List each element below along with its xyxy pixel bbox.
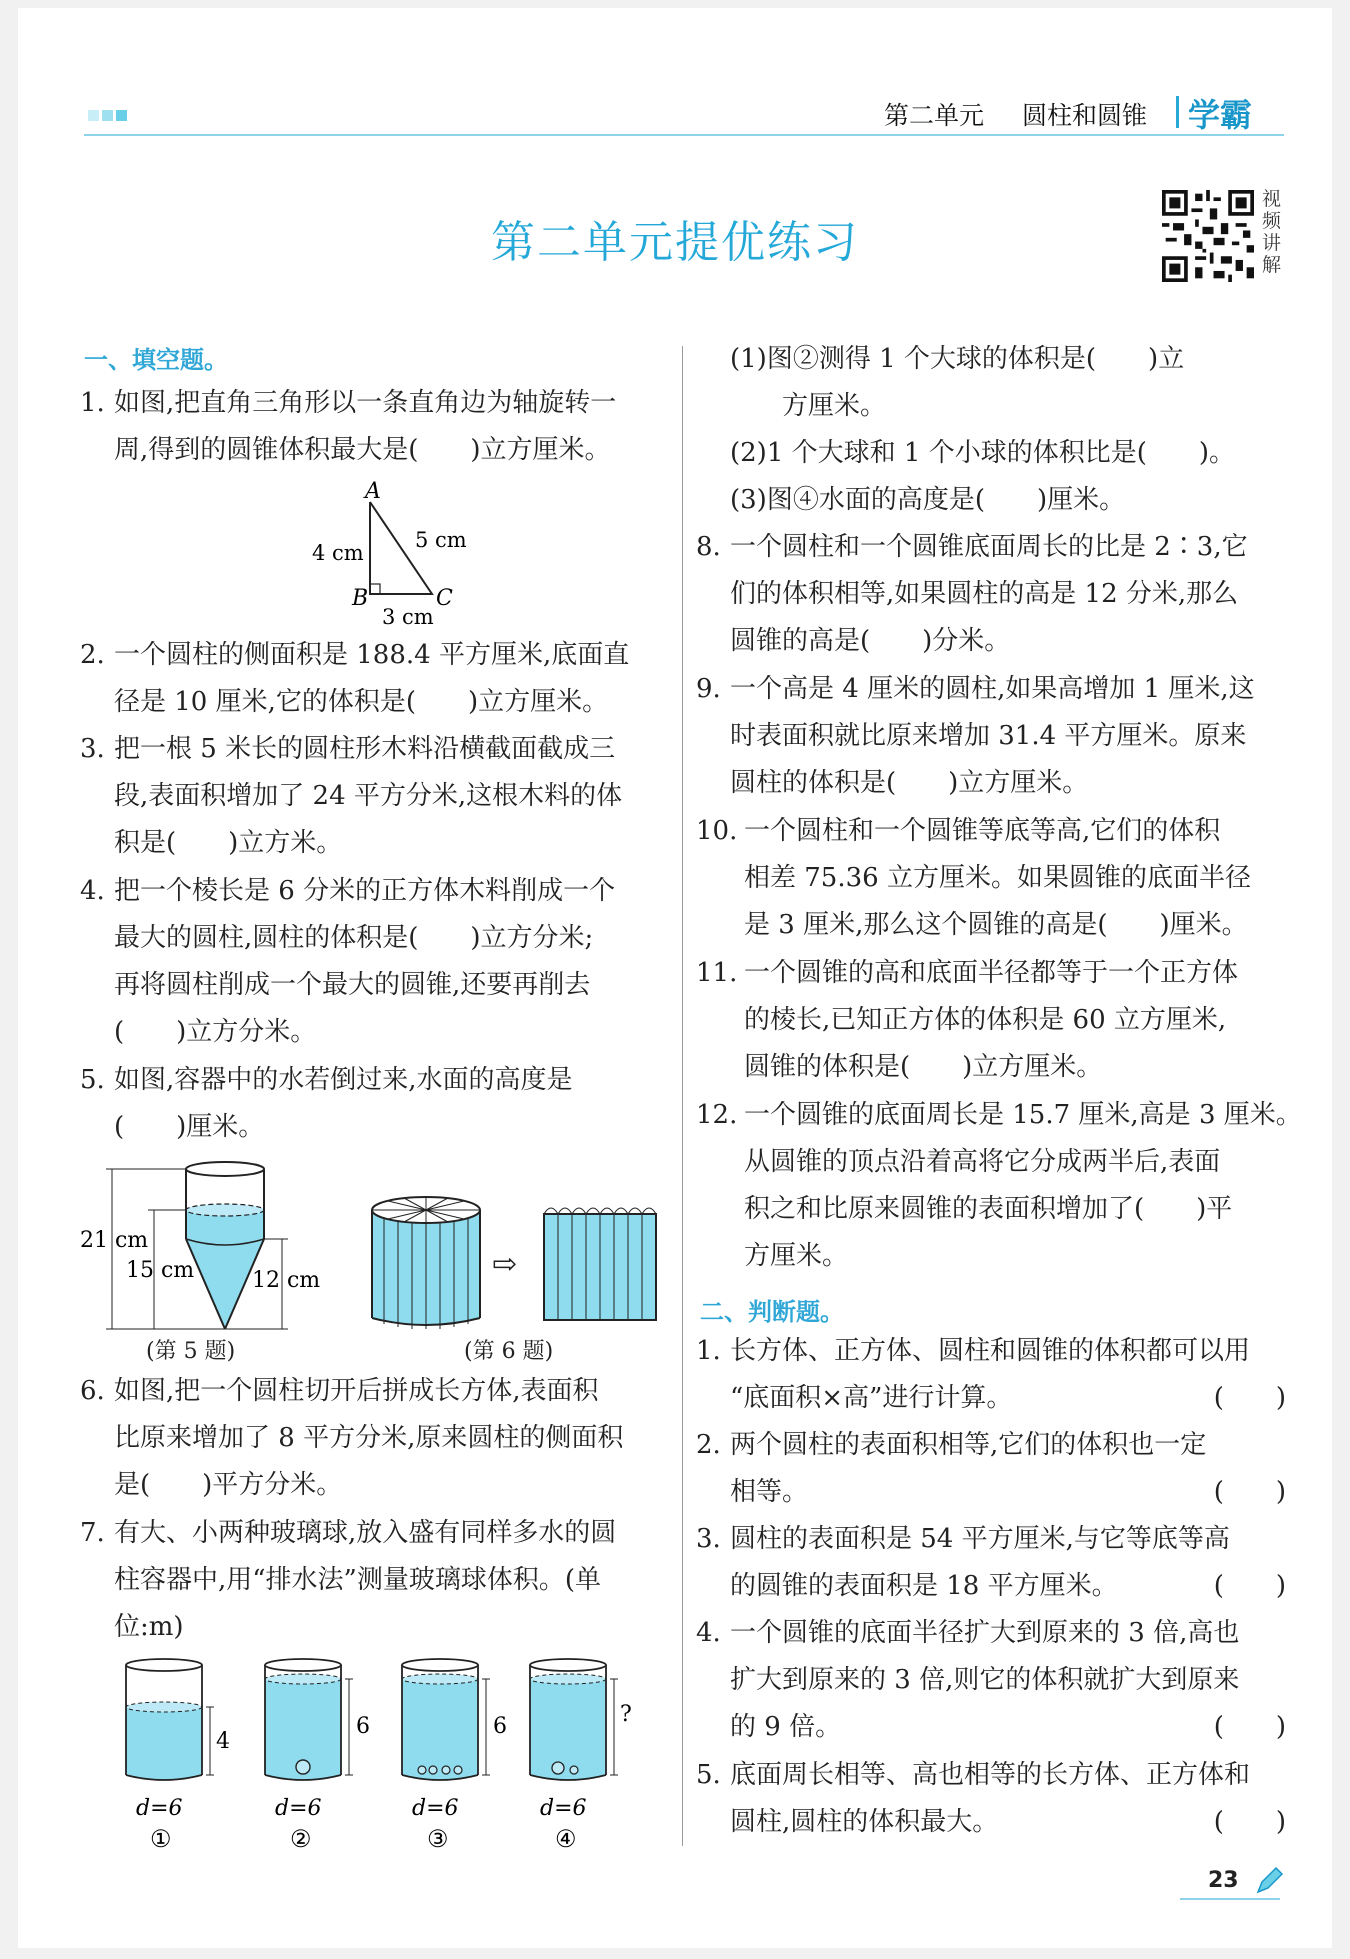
- cup-1-diameter: d=6: [136, 1796, 183, 1821]
- question-3: [80, 726, 670, 867]
- question-text-line: 有大、小两种玻璃球,放入盛有同样多水的圆: [114, 1518, 617, 1548]
- question-text-line: (2)1 个大球和 1 个小球的体积比是( )。: [730, 438, 1235, 468]
- question-2: [80, 632, 670, 726]
- answer-blank[interactable]: ( ): [1213, 1477, 1286, 1507]
- cup-3-label: ③: [427, 1825, 449, 1850]
- question-text-line: 一个圆柱和一个圆锥等底等高,它们的体积: [744, 816, 1221, 846]
- fig6-caption: (第 6 题): [464, 1339, 554, 1364]
- question-text-line: 圆柱的体积是( )立方厘米。: [730, 768, 1089, 798]
- question-number: 7.: [80, 1518, 105, 1548]
- cup-1: [126, 1659, 230, 1850]
- question-4: [80, 868, 670, 1056]
- question-text-line: 积是( )立方米。: [114, 828, 343, 858]
- question-10: [696, 808, 1290, 949]
- judge-question-1: [696, 1328, 1286, 1422]
- question-text-line: 时表面积就比原来增加 31.4 平方厘米。原来: [730, 721, 1247, 751]
- question-text-line: 是 3 厘米,那么这个圆锥的高是( )厘米。: [744, 910, 1248, 940]
- answer-blank[interactable]: ( ): [1213, 1807, 1286, 1837]
- cup-4-height: ?: [620, 1702, 632, 1727]
- cup-1-height: 4: [216, 1729, 230, 1754]
- question-number: 5.: [80, 1065, 105, 1095]
- question-text-line: ( )厘米。: [114, 1112, 265, 1142]
- question-text-line: 的圆锥的表面积是 18 平方厘米。: [730, 1571, 1118, 1601]
- question-text-line: (3)图④水面的高度是( )厘米。: [730, 485, 1126, 515]
- question-text-line: 如图,容器中的水若倒过来,水面的高度是: [114, 1065, 573, 1095]
- page-number: 23: [1208, 1868, 1239, 1893]
- question-1: [80, 380, 670, 474]
- question-text-line: 长方体、正方体、圆柱和圆锥的体积都可以用: [730, 1336, 1251, 1366]
- question-8: [696, 524, 1290, 665]
- question-6: [80, 1368, 670, 1509]
- question-text-line: 方厘米。: [744, 1241, 849, 1271]
- cup-2-diameter: d=6: [275, 1796, 322, 1821]
- height-21-label: 21 cm: [80, 1228, 149, 1253]
- question-7: [80, 1510, 670, 1651]
- column-divider: [682, 346, 683, 1846]
- vertex-label-c: C: [436, 586, 453, 611]
- question-number: 9.: [696, 674, 721, 704]
- transform-arrow-icon: ⇨: [492, 1247, 518, 1282]
- question-text-line: 径是 10 厘米,它的体积是( )立方厘米。: [114, 687, 609, 717]
- cup-2-height: 6: [356, 1714, 370, 1739]
- question-11: [696, 950, 1290, 1091]
- fig5-caption: (第 5 题): [146, 1339, 236, 1364]
- question-text-line: 把一根 5 米长的圆柱形木料沿横截面截成三: [114, 734, 616, 764]
- side-ac-label: 5 cm: [415, 528, 467, 552]
- height-12-label: 12 cm: [252, 1268, 321, 1293]
- side-ab-label: 4 cm: [312, 541, 364, 565]
- question-text-line: 圆柱的表面积是 54 平方厘米,与它等底等高: [730, 1524, 1230, 1554]
- question-text-line: 把一个棱长是 6 分米的正方体木料削成一个: [114, 876, 616, 906]
- question-number: 3.: [80, 734, 105, 764]
- question-text-line: 柱容器中,用“排水法”测量玻璃球体积。(单: [114, 1565, 601, 1595]
- question-text-line: 积之和比原来圆锥的表面积增加了( )平: [744, 1194, 1233, 1224]
- judge-question-3: [696, 1516, 1286, 1610]
- question-text-line: 的 9 倍。: [730, 1712, 842, 1742]
- section-heading-true-false: 二、判断题。: [700, 1298, 844, 1326]
- answer-blank[interactable]: ( ): [1213, 1383, 1286, 1413]
- question-number: 11.: [696, 958, 738, 988]
- question-text-line: (1)图②测得 1 个大球的体积是( )立: [730, 344, 1185, 374]
- vertex-label-a: A: [365, 480, 381, 504]
- triangle-figure: [300, 480, 480, 630]
- question-text-line: 圆柱,圆柱的体积最大。: [730, 1807, 999, 1837]
- cup-2: [265, 1659, 370, 1850]
- question-number: 1.: [696, 1336, 721, 1366]
- question-text-line: 再将圆柱削成一个最大的圆锥,还要再削去: [114, 970, 591, 1000]
- question-number: 6.: [80, 1376, 105, 1406]
- section-heading-fill-blank: 一、填空题。: [84, 346, 228, 374]
- header-topic: 圆柱和圆锥: [1022, 101, 1148, 130]
- cup-4-diameter: d=6: [540, 1796, 587, 1821]
- header-rule: [84, 134, 1284, 136]
- cup-3: [402, 1659, 507, 1850]
- question-text-line: 从圆锥的顶点沿着高将它分成两半后,表面: [744, 1147, 1221, 1177]
- page-number-rule: [1180, 1898, 1280, 1900]
- question-text-line: “底面积×高”进行计算。: [730, 1383, 1013, 1413]
- cylinder-cut-figure: [364, 1190, 674, 1330]
- cup-4: [530, 1659, 632, 1850]
- question-number: 1.: [80, 388, 105, 418]
- question-text-line: ( )立方分米。: [114, 1017, 317, 1047]
- cup-4-label: ④: [555, 1825, 577, 1850]
- page-title: 第二单元提优练习: [491, 217, 859, 268]
- question-number: 4.: [696, 1618, 721, 1648]
- question-text-line: 们的体积相等,如果圆柱的高是 12 分米,那么: [730, 579, 1239, 609]
- question-number: 2.: [80, 640, 105, 670]
- cup-1-label: ①: [150, 1825, 172, 1850]
- question-text-line: 圆锥的体积是( )立方厘米。: [744, 1052, 1103, 1082]
- judge-question-2: [696, 1422, 1286, 1516]
- qr-label: 视频讲解: [1262, 188, 1282, 276]
- question-text-line: 相等。: [730, 1477, 809, 1507]
- question-text-line: 如图,把一个圆柱切开后拼成长方体,表面积: [114, 1376, 599, 1406]
- side-bc-label: 3 cm: [382, 605, 434, 629]
- question-text-line: 一个圆锥的高和底面半径都等于一个正方体: [744, 958, 1239, 988]
- question-7-part-1: [730, 336, 1290, 430]
- question-text-line: 相差 75.36 立方厘米。如果圆锥的底面半径: [744, 863, 1251, 893]
- question-text-line: 如图,把直角三角形以一条直角边为轴旋转一: [114, 388, 617, 418]
- cup-3-height: 6: [493, 1714, 507, 1739]
- pencil-icon: [1254, 1866, 1284, 1896]
- question-text-line: 一个高是 4 厘米的圆柱,如果高增加 1 厘米,这: [730, 674, 1255, 704]
- qr-code-icon[interactable]: [1162, 190, 1254, 282]
- answer-blank[interactable]: ( ): [1213, 1712, 1286, 1742]
- header-unit: 第二单元: [884, 101, 985, 130]
- question-text-line: 底面周长相等、高也相等的长方体、正方体和: [730, 1760, 1251, 1790]
- question-5: [80, 1057, 670, 1151]
- judge-question-5: [696, 1752, 1286, 1846]
- question-text-line: 圆锥的高是( )分米。: [730, 626, 1011, 656]
- question-text-line: 最大的圆柱,圆柱的体积是( )立方分米;: [114, 923, 594, 953]
- question-text-line: 是( )平方分米。: [114, 1470, 343, 1500]
- question-text-line: 位:m): [114, 1612, 184, 1642]
- question-text-line: 两个圆柱的表面积相等,它们的体积也一定: [730, 1430, 1207, 1460]
- glass-ball-figure: [120, 1655, 640, 1850]
- header-separator: [1176, 96, 1179, 128]
- height-15-label: 15 cm: [126, 1258, 195, 1283]
- question-text-line: 扩大到原来的 3 倍,则它的体积就扩大到原来: [730, 1665, 1240, 1695]
- question-text-line: 方厘米。: [782, 391, 887, 421]
- question-text-line: 比原来增加了 8 平方分米,原来圆柱的侧面积: [114, 1423, 624, 1453]
- question-text-line: 段,表面积增加了 24 平方分米,这根木料的体: [114, 781, 623, 811]
- brand-logo: 学霸: [1188, 96, 1253, 134]
- question-number: 8.: [696, 532, 721, 562]
- question-9: [696, 666, 1290, 807]
- question-12: [696, 1092, 1302, 1280]
- question-text-line: 周,得到的圆锥体积最大是( )立方厘米。: [114, 435, 611, 465]
- question-number: 4.: [80, 876, 105, 906]
- question-number: 3.: [696, 1524, 721, 1554]
- vertex-label-b: B: [352, 586, 369, 611]
- question-text-line: 的棱长,已知正方体的体积是 60 立方厘米,: [744, 1005, 1227, 1035]
- header-decoration: [88, 106, 130, 125]
- question-text-line: 一个圆柱和一个圆锥底面周长的比是 2∶3,它: [730, 532, 1248, 562]
- question-text-line: 一个圆柱的侧面积是 188.4 平方厘米,底面直: [114, 640, 630, 670]
- cup-3-diameter: d=6: [412, 1796, 459, 1821]
- question-text-line: 一个圆锥的底面半径扩大到原来的 3 倍,高也: [730, 1618, 1240, 1648]
- question-number: 10.: [696, 816, 738, 846]
- question-number: 12.: [696, 1100, 738, 1130]
- judge-question-4: [696, 1610, 1286, 1751]
- question-text-line: 一个圆锥的底面周长是 15.7 厘米,高是 3 厘米。: [744, 1100, 1302, 1130]
- question-7-part-2: [730, 430, 1290, 477]
- question-7-part-3: [730, 477, 1290, 524]
- question-number: 5.: [696, 1760, 721, 1790]
- answer-blank[interactable]: ( ): [1213, 1571, 1286, 1601]
- question-number: 2.: [696, 1430, 721, 1460]
- cup-2-label: ②: [290, 1825, 312, 1850]
